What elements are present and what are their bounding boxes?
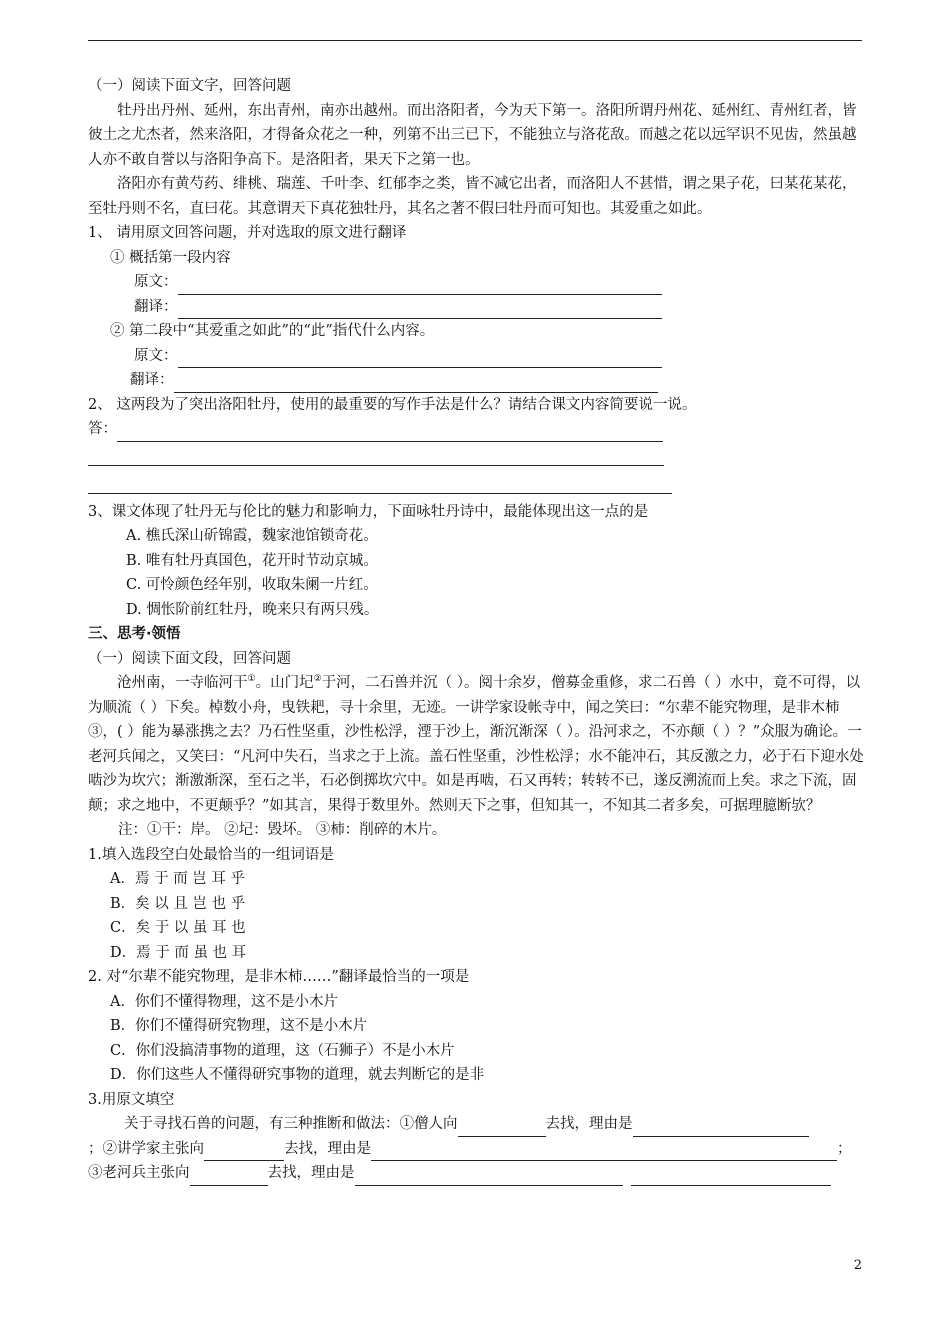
option: B. 唯有牡丹真国色，花开时节动京城。 <box>126 552 378 569</box>
option: D．焉 于 而 虽 也 耳 <box>110 944 247 961</box>
answer-row <box>88 295 864 320</box>
blank-line[interactable] <box>631 1168 831 1186</box>
question-1: 1.填入选段空白处最恰当的一组词语是 <box>88 846 334 863</box>
blank-line[interactable] <box>190 1168 268 1186</box>
answer-row <box>88 368 864 393</box>
paragraph: 牡丹出丹州、延州，东出青州，南亦出越州。而出洛阳者，今为天下第一。洛阳所谓丹州花、延州红、青州红者，皆彼土之尤杰者，然来洛阳，才得备众花之一种，列第不出三已下，不能独立与洛花敌。而越之花以远罕识不见齿，然虽越人亦不敢自誉以与洛阳争高下。是洛阳者，果天下之第一也。 <box>88 102 857 168</box>
option: B．你们不懂得研究物理，这不是小木片 <box>110 1018 368 1034</box>
passage <box>88 671 864 818</box>
answer-row <box>88 417 864 442</box>
fill-row <box>88 1112 864 1137</box>
question-2: 2. 对“尔辈不能究物理，是非木柿……”翻译最恰当的一项是 <box>88 969 470 985</box>
option: D．你们这些人不懂得研究事物的道理，就去判断它的是非 <box>110 1067 485 1083</box>
section-heading: （一）阅读下面文字，回答问题 <box>88 78 291 94</box>
fill-text: ③老河兵主张向 <box>88 1165 190 1181</box>
option: C．你们没搞清事物的道理，这（石狮子）不是小木片 <box>110 1042 455 1059</box>
blank-line[interactable] <box>204 1143 284 1161</box>
answer-line[interactable] <box>178 277 662 295</box>
label-yuanwen: 原文： <box>134 274 178 290</box>
footnote-mark: ② <box>313 674 322 685</box>
question-1-2: ② 第二段中“其爱重之如此”的“此”指代什么内容。 <box>110 323 435 339</box>
fill-text: ；②讲学家主张向 <box>88 1140 204 1157</box>
question-2: 2、 这两段为了突出洛阳牡丹，使用的最重要的写作手法是什么？请结合课文内容简要说一说。 <box>88 396 697 413</box>
top-rule <box>88 40 862 41</box>
fill-text: 去找，理由是 <box>545 1116 633 1132</box>
paragraph: 洛阳亦有黄芍药、绯桃、瑞莲、千叶李、红郁李之类，皆不减它出者，而洛阳人不甚惜，谓之果子花，曰某花某花，至牡丹则不名，直曰花。其意谓天下真花独牡丹，其名之著不假曰牡丹而可知也。其爱重之如此。 <box>88 176 857 217</box>
answer-line[interactable] <box>117 424 663 442</box>
option: D. 惆怅阶前红牡丹，晚来只有两只残。 <box>126 601 379 618</box>
question-3: 3.用原文填空 <box>88 1091 175 1108</box>
footnote-mark: ① <box>247 674 256 685</box>
answer-line[interactable] <box>178 301 662 319</box>
answer-line[interactable] <box>88 442 664 466</box>
question-1: 1、 请用原文回答问题，并对选取的原文进行翻译 <box>88 225 407 241</box>
answer-row <box>88 270 864 295</box>
passage-text: 。山门圮 <box>255 675 314 691</box>
option: A．你们不懂得物理，这不是小木片 <box>110 993 338 1010</box>
page-number: 2 <box>853 1258 862 1273</box>
section-heading: （一）阅读下面文段，回答问题 <box>88 650 291 667</box>
question-3: 3、课文体现了牡丹无与伦比的魅力和影响力，下面咏牡丹诗中，最能体现出这一点的是 <box>88 503 649 520</box>
answer-line[interactable] <box>178 350 662 368</box>
passage-text: 沧州南，一寺临河干 <box>117 675 248 691</box>
answer-line[interactable] <box>174 375 658 393</box>
label-yuanwen: 原文： <box>134 347 178 364</box>
blank-line[interactable] <box>458 1119 546 1137</box>
answer-row <box>88 344 864 369</box>
question-1-1: ① 概括第一段内容 <box>110 249 231 266</box>
blank-line[interactable] <box>633 1119 809 1137</box>
notes: 注：①干：岸。 ②圮：毁坏。 ③柿：削碎的木片。 <box>118 822 447 838</box>
fill-text: 去找，理由是 <box>267 1165 355 1181</box>
option: C．矣 于 以 虽 耳 也 <box>110 920 246 936</box>
fill-row <box>88 1137 864 1162</box>
fill-text: 关于寻找石兽的问题，有三种推断和做法：①僧人向 <box>124 1116 458 1132</box>
passage-text: 于河，二石兽并沉（ ）。阅十余岁，僧募金重修，求二石兽（ ）水中，竟不可得，以为顺流（ ）下矣。棹数小舟，曳铁耙，寻十余里，无迹。一讲学家设帐寺中，闻之笑曰：“尔辈不能究物理，是非木柿③，( ）能为暴涨携之去？乃石性坚重，沙性松浮，湮于沙上，渐沉渐深（ ）。沿河求之，不亦颠（ ）？”众服为确论。一老河兵闻之，又笑曰：“凡河中失石，当求之于上流。盖石性坚重，沙性松浮；水不能冲石，其反激之力，必于石下迎水处啮沙为坎穴；渐激渐深，至石之半，石必倒掷坎穴中。如是再啮，石又再转；转转不已，遂反溯流而上矣。求之下流，固颠；求之地中，不更颠乎？”如其言，果得于数里外。然则天下之事，但知其一，不知其二者多矣，可据理臆断欤？ <box>88 675 864 814</box>
option: A．焉 于 而 岂 耳 乎 <box>110 871 246 887</box>
label-fanyi: 翻译： <box>130 372 174 388</box>
label-answer: 答： <box>88 421 117 437</box>
fill-text: ； <box>837 1140 852 1157</box>
document-body <box>88 74 864 1186</box>
label-fanyi: 翻译： <box>134 298 178 315</box>
option: B．矣 以 且 岂 也 乎 <box>110 895 246 912</box>
fill-text: 去找，理由是 <box>284 1140 371 1157</box>
blank-line[interactable] <box>371 1143 837 1161</box>
blank-line[interactable] <box>355 1168 623 1186</box>
option: C. 可怜颜色经年别，收取朱阑一片红。 <box>126 577 378 593</box>
section-title: 三、思考·领悟 <box>88 626 181 642</box>
option: A. 樵氏深山斫锦霞，魏家池馆锁奇花。 <box>126 528 378 544</box>
fill-row <box>88 1161 864 1186</box>
answer-line[interactable] <box>88 470 672 494</box>
